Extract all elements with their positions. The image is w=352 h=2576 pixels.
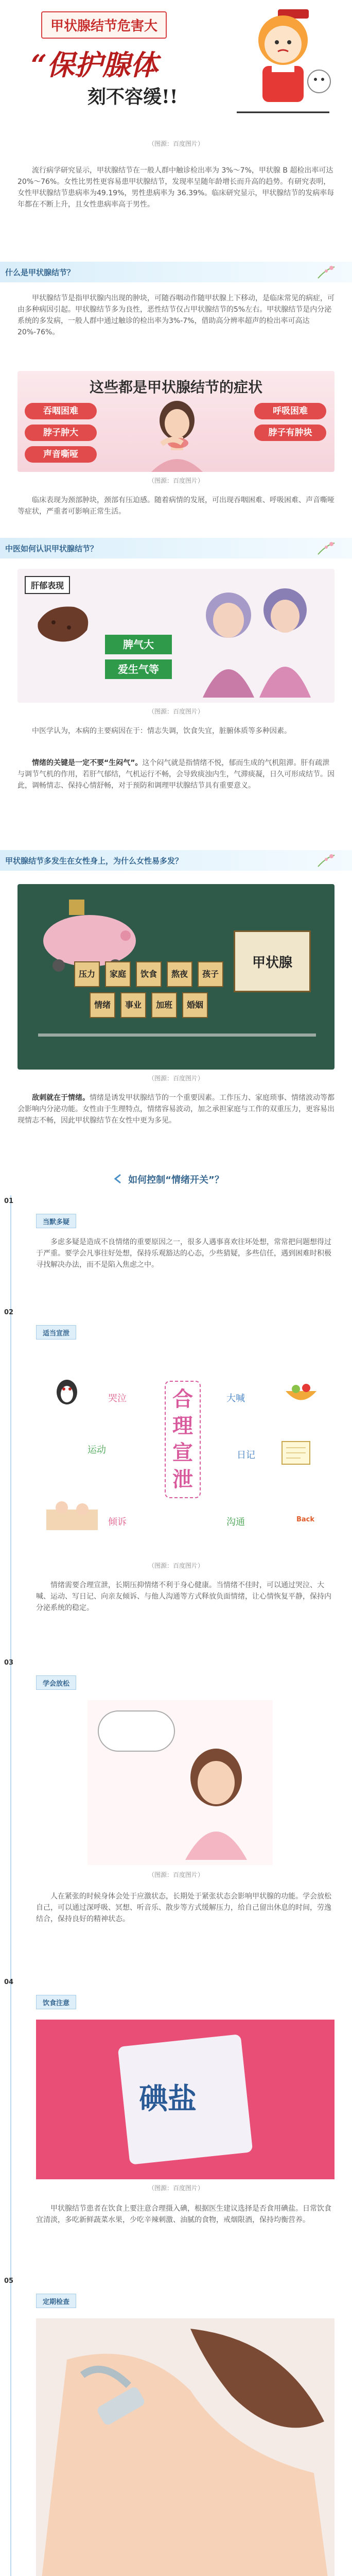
kids-playing-icon <box>46 1489 98 1530</box>
symptom-label: 声音嘶哑 <box>43 449 78 460</box>
burden-box-label: 加班 <box>155 1000 172 1010</box>
section-women-text <box>17 1092 335 1126</box>
section-women-bar <box>0 850 352 871</box>
section-control-header <box>0 1170 352 1188</box>
ultrasound-exam-image <box>36 2318 335 2576</box>
symptom-chip-voice <box>25 446 97 463</box>
step-number: 04 <box>4 1978 14 1986</box>
liver-stagnation-image <box>17 569 335 703</box>
venting-word: 哭泣 <box>108 1393 127 1404</box>
angry-chip <box>105 659 172 679</box>
symptom-label: 呼吸困难 <box>273 406 308 416</box>
back-label: Back <box>296 1516 315 1523</box>
step-tag: 饮食注意 <box>36 1995 76 2009</box>
venting-center-label: 合理宣泄 <box>172 1387 193 1492</box>
step-text: 人在紧张的时候身体会处于应激状态，长期处于紧张状态会影响甲状腺的功能。学会放松自己，可以通过深呼吸、冥想、听音乐、散步等方式缓解压力，给自己留出休息的时间，劳逸结合，保持良好的精神状态。 <box>36 1892 331 1923</box>
header-banner <box>0 0 352 134</box>
venting-center-title <box>165 1381 201 1498</box>
food-bowl-icon <box>283 1381 319 1406</box>
burden-box <box>90 992 115 1018</box>
symptoms-caption: （图源：百度图片） <box>148 477 204 484</box>
symptom-chip-neck-swell <box>25 425 97 441</box>
burden-box-label: 家庭 <box>109 969 126 979</box>
burden-box <box>120 992 146 1018</box>
burden-box-label: 熬夜 <box>171 969 188 979</box>
venting-caption: （图源：百度图片） <box>148 1562 204 1569</box>
header-slogan-line2: 刻不容缓!! <box>87 86 178 108</box>
liver-icon <box>33 602 95 648</box>
woman-relaxing-illustration <box>165 1747 268 1860</box>
step-tag: 学会放松 <box>36 1675 76 1690</box>
symptom-label: 吞咽困难 <box>43 406 78 416</box>
step-text: 情绪需要合理宣泄，长期压抑情绪不利于身心健康。当情绪不佳时，可以通过哭泣、大喊、运动、写日记、向亲友倾诉、与他人沟通等方式释放负面情绪，让心情恢复平静，保持内分泌系统的稳定。 <box>36 1581 331 1612</box>
section-tcm-title: 中医如何认识甲状腺结节？ <box>5 544 98 553</box>
burden-box <box>74 961 100 987</box>
thought-bubble <box>98 1710 175 1752</box>
step-number: 02 <box>4 1309 14 1316</box>
step-number: 03 <box>4 1659 14 1667</box>
symptoms-image <box>17 371 335 472</box>
women-bold-lead: 敌刺就在于情绪。 <box>32 1094 90 1102</box>
liver-label: 肝郁表现 <box>25 576 70 594</box>
burden-box-label: 孩子 <box>202 969 219 979</box>
flower-sprig-icon <box>316 264 337 280</box>
section-what-is-bar <box>0 262 352 282</box>
burden-box-label: 事业 <box>125 1000 142 1010</box>
two-women-illustration <box>187 579 326 698</box>
flower-sprig-icon <box>316 852 337 869</box>
section-control-title: 如何控制“情绪开关”？ <box>128 1175 224 1185</box>
section-what-is-text: 甲状腺结节是指甲状腺内出现的肿块，可随吞咽动作随甲状腺上下移动，是临床常见的病症，可由多种病因引起。甲状腺结节多为良性，恶性结节仅占甲状腺结节的5%左右。甲状腺结节是内分泌系统的多发病，一般人群中通过触诊的检出率为3%-7%，借助高分辨率超声的检出率可高达20%-76%。 <box>17 294 335 336</box>
burden-box <box>198 961 223 987</box>
liver-caption: （图源：百度图片） <box>148 708 204 715</box>
venting-word: 倾诉 <box>108 1517 127 1528</box>
back-badge[interactable] <box>293 1515 318 1524</box>
step-text: 多虑多疑是造成不良情绪的重要原因之一，很多人遇事喜欢往坏处想，常常把问题想得过于严重。要学会凡事往好处想，保持乐观豁达的心态，少些猜疑，多些信任，遇到困难时积极寻找解决办法，而不是陷入焦虑之中。 <box>36 1238 331 1269</box>
burden-box <box>151 992 177 1018</box>
symptom-chip-breath <box>254 403 326 419</box>
salt-bag-label: 碘盐 <box>139 2082 197 2116</box>
neck-ultrasound-illustration <box>36 2318 335 2576</box>
steps-timeline <box>10 1195 11 2576</box>
flower-sprig-icon <box>316 540 337 556</box>
sick-girl-illustration <box>226 4 340 123</box>
step-tag: 适当宣泄 <box>36 1325 76 1340</box>
header-tag <box>41 11 167 39</box>
temper-chip <box>105 635 172 654</box>
section-women-title: 甲状腺结节多发生在女性身上，为什么女性易多发？ <box>5 856 183 866</box>
burden-box-label: 饮食 <box>140 969 157 979</box>
header-slogan-line1: “保护腺体 <box>31 48 159 81</box>
burden-box-label: 婚姻 <box>186 1000 203 1010</box>
women-body: 情绪是诱发甲状腺结节的一个重要因素。工作压力、家庭琐事、情绪波动等都会影响内分泌功能。女性由于生理特点，情绪容易波动，加之承担家庭与工作的双重压力，更容易出现情志不畅，因此甲状腺结节在女性中更为多见。 <box>17 1094 335 1125</box>
section-tcm-text2 <box>17 757 335 791</box>
symptoms-banner-title: 这些都是甲状腺结节的症状 <box>89 379 262 396</box>
venting-word: 沟通 <box>226 1517 245 1528</box>
tcm-body: 这个闷气就是指情绪不悦，郁而生成的气机阻滞。肝有疏泄与调节气机的作用，若肝气郁结，气机运行不畅，会导致痰浊内生，气滞痰凝，日久可形成结节。因此，调畅情志、保持心情舒畅，对于预防和调理甲状腺结节具有重要意义。 <box>17 759 335 790</box>
train-rail <box>38 1033 316 1037</box>
train-caption: （图源：百度图片） <box>148 1075 204 1082</box>
burden-box <box>136 961 162 987</box>
step-tag: 当默多疑 <box>36 1214 76 1228</box>
header-tag-text: 甲状腺结节危害大 <box>50 19 158 34</box>
salt-caption: （图源：百度图片） <box>148 2184 204 2192</box>
relax-caption: （图源：百度图片） <box>148 1871 204 1878</box>
step-tag: 定期检查 <box>36 2294 76 2308</box>
section-tcm-bar <box>0 538 352 558</box>
burden-box <box>167 961 192 987</box>
burden-box <box>105 961 131 987</box>
woman-holding-neck-illustration <box>131 400 223 472</box>
temper-chip-label: 脾气大 <box>123 638 154 651</box>
step-number: 05 <box>4 2277 14 2285</box>
symptom-label: 脖子肿大 <box>43 428 78 438</box>
symptom-chip-lump <box>254 425 326 441</box>
venting-word: 运动 <box>87 1445 106 1455</box>
diary-icon <box>278 1437 314 1468</box>
section-tcm-text1: 中医学认为，本病的主要病因在于：情志失调，饮食失宜，脏腑体质等多种因素。 <box>32 727 291 735</box>
iodized-salt-image <box>36 2020 335 2179</box>
header-caption: （图源：百度图片） <box>148 140 204 147</box>
relaxing-woman-image <box>87 1700 273 1865</box>
thyroid-wagon-label: 甲状腺 <box>252 955 292 971</box>
burden-box-label: 情绪 <box>94 1000 111 1010</box>
symptom-label: 脖子有肿块 <box>268 428 312 438</box>
burden-box-label: 压力 <box>78 969 95 979</box>
angry-chip-label: 爱生气等 <box>118 663 159 675</box>
step-number: 01 <box>4 1197 14 1205</box>
pig-locomotive-illustration <box>38 894 141 972</box>
venting-word: 大喊 <box>226 1393 245 1404</box>
venting-word: 日记 <box>237 1450 255 1461</box>
tcm-bold-lead: 情绪的关键是一定不要“生闷气”。 <box>32 759 143 767</box>
step-text: 甲状腺结节患者在饮食上要注意合理摄入碘，根据医生建议选择是否食用碘盐。日常饮食宜清淡，多吃新鲜蔬菜水果，少吃辛辣刺激、油腻的食物，戒烟限酒，保持均衡营养。 <box>36 2205 331 2224</box>
penguin-icon <box>51 1376 82 1406</box>
intro-paragraph: 流行病学研究显示，甲状腺结节在一般人群中触诊检出率为 3%～7%，甲状腺 B 超检出率可达 20%～76%。女性比男性更容易患甲状腺结节，发现率呈随年龄增长而升高的趋势。有研究表明，女性甲状腺结节患病率为49.19%，男性患病率为 36.39%。临床研究显示，甲状腺结节的发病率每年都在不断上升，且女性患病率高于男性。 <box>17 166 335 209</box>
burden-box <box>182 992 208 1018</box>
burden-train-image <box>17 884 335 1070</box>
section-what-is-text2: 临床表现为颈部肿块，颈部有压迫感。随着病情的发展，可出现吞咽困难、呼吸困难、声音嘶哑等症状，严重者可影响正常生活。 <box>17 496 335 516</box>
venting-methods-image <box>36 1360 335 1556</box>
symptom-chip-swallow <box>25 403 97 419</box>
section-what-is-title: 什么是甲状腺结节？ <box>5 268 75 277</box>
